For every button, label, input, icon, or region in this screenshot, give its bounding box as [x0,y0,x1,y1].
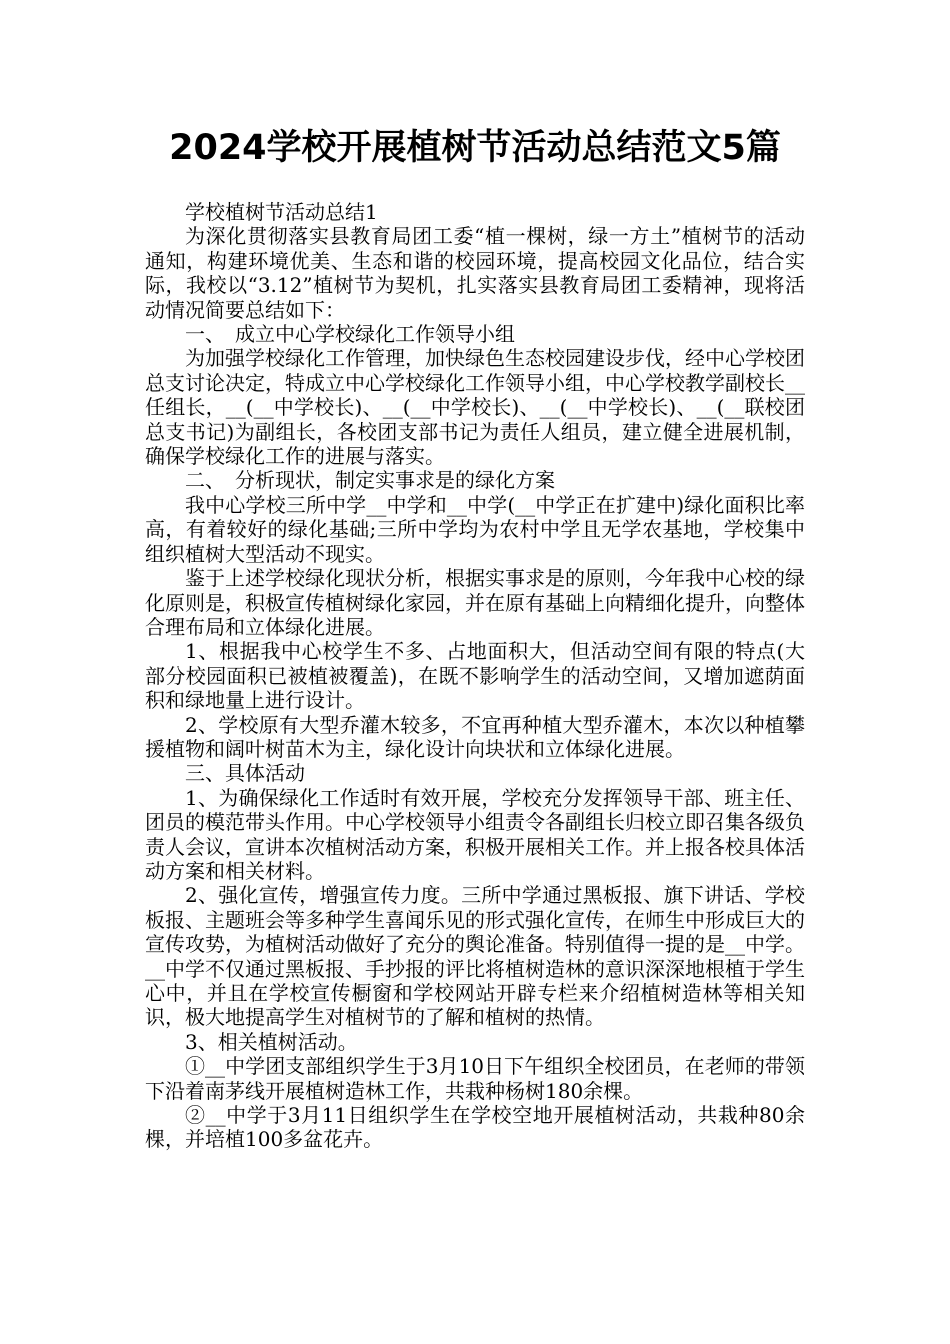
section-heading: 一、 成立中心学校绿化工作领导小组 [185,322,515,347]
paragraph: ①__中学团支部组织学生于3月10日下午组织全校团员，在老师的带领下沿着南茅线开展植树造林工作，共栽种杨树180余棵。 [145,1054,805,1103]
document-title: 2024学校开展植树节活动总结范文5篇 [169,128,781,168]
paragraph: 3、相关植树活动。 [185,1029,358,1054]
paragraph: 2、强化宣传，增强宣传力度。三所中学通过黑板报、旗下讲话、学校板报、主题班会等多种学生喜闻乐见的形式强化宣传，在师生中形成巨大的宣传攻势，为植树活动做好了充分的舆论准备。特别值得一提的是__中学。__中学不仅通过黑板报、手抄报的评比将植树造林的意识深深地根植于学生心中，并且在学校宣传橱窗和学校网站开辟专栏来介绍植树造林等相关知识，极大地提高学生对植树节的了解和植树的热情。 [145,883,805,1030]
document-body [145,200,805,1152]
section-heading: 学校植树节活动总结1 [185,200,378,224]
paragraph: 为加强学校绿化工作管理，加快绿色生态校园建设步伐，经中心学校团总支讨论决定，特成立中心学校绿化工作领导小组，中心学校教学副校长__任组长，__(__中学校长)、__(__中学校长)、__(__中学校长)、__(__联校团总支书记)为副组长，各校团支部书记为责任人组员，建立健全进展机制，确保学校绿化工作的进展与落实。 [145,346,805,469]
section-heading: 二、 分析现状，制定实事求是的绿化方案 [185,468,555,493]
paragraph: 我中心学校三所中学__中学和__中学(__中学正在扩建中)绿化面积比率高，有着较好的绿化基础;三所中学均为农村中学且无学农基地，学校集中组织植树大型活动不现实。 [145,492,805,566]
paragraph: 为深化贯彻落实县教育局团工委“植一棵树，绿一方土”植树节的活动通知，构建环境优美、生态和谐的校园环境，提高校园文化品位，结合实际，我校以“3.12”植树节为契机，扎实落实县教育局团工委精神，现将活动情况简要总结如下： [145,224,805,322]
paragraph: 2、学校原有大型乔灌木较多，不宜再种植大型乔灌木，本次以种植攀援植物和阔叶树苗木为主，绿化设计向块状和立体绿化进展。 [145,712,805,761]
paragraph: 鉴于上述学校绿化现状分析，根据实事求是的原则，今年我中心校的绿化原则是，积极宣传植树绿化家园，并在原有基础上向精细化提升，向整体合理布局和立体绿化进展。 [145,566,805,639]
paragraph: ②__中学于3月11日组织学生在学校空地开展植树活动，共栽种80余棵，并培植100多盆花卉。 [145,1103,805,1152]
paragraph: 1、为确保绿化工作适时有效开展，学校充分发挥领导干部、班主任、团员的模范带头作用。中心学校领导小组责令各副组长归校立即召集各级负责人会议，宣讲本次植树活动方案，积极开展相关工作。并上报各校具体活动方案和相关材料。 [145,785,805,883]
paragraph: 1、根据我中心校学生不多、占地面积大，但活动空间有限的特点(大部分校园面积已被植被覆盖)，在既不影响学生的活动空间，又增加遮荫面积和绿地量上进行设计。 [145,639,805,713]
section-heading: 三、具体活动 [185,761,305,786]
